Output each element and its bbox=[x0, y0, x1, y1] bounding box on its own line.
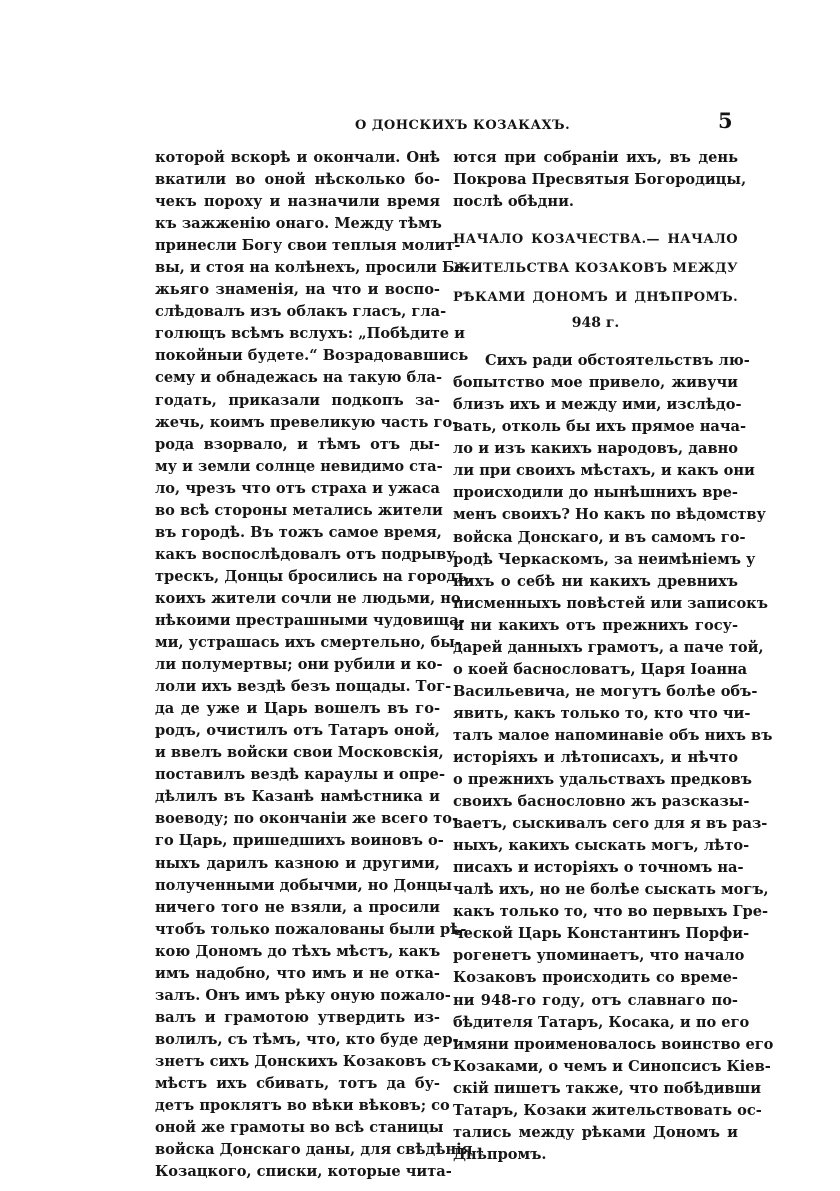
heading-line: ЖИТЕЛЬСТВА КОЗАКОВЪ МЕЖДУ bbox=[453, 261, 738, 277]
text-line: ваетъ, сыскивалъ сего для я въ раз- bbox=[453, 815, 768, 833]
running-title: О ДОНСКИХЪ КОЗАКАХЪ. bbox=[355, 118, 571, 133]
text-line: которой вскорѣ и окончали. Онѣ bbox=[155, 149, 440, 166]
text-line: и ни какихъ отъ прежнихъ госу- bbox=[453, 616, 738, 634]
left-column bbox=[155, 147, 473, 1183]
text-line: имяни проименовалось воинство его bbox=[453, 1035, 774, 1053]
text-line: ныхъ, какихъ сыскать могъ, лѣто- bbox=[453, 837, 750, 855]
section-heading bbox=[453, 225, 738, 312]
text-line: трескъ, Донцы бросились на городъ, bbox=[155, 567, 473, 585]
text-line: какъ только то, что во первыхъ Гре- bbox=[453, 903, 769, 921]
text-line: полученными добычми, но Донцы bbox=[155, 876, 453, 894]
text-line: Козацкого, списки, которые чита- bbox=[155, 1163, 452, 1181]
text-line: оной же грамоты во всѣ станицы bbox=[155, 1119, 444, 1137]
text-line: исторіяхъ и лѣтописахъ, и нѣчто bbox=[453, 748, 738, 766]
text-line: го Царь, пришедшихъ воиновъ о- bbox=[155, 832, 444, 850]
text-line: жечь, коимъ превеликую часть го- bbox=[155, 413, 459, 431]
text-line: скій пишетъ также, что побѣдивши bbox=[453, 1079, 762, 1097]
text-line: знетъ сихъ Донскихъ Козаковъ съ bbox=[155, 1052, 452, 1070]
text-line: Козаками, о чемъ и Синопсисъ Кіев- bbox=[453, 1057, 771, 1075]
text-line: ми, устрашась ихъ смертельно, бы- bbox=[155, 634, 461, 652]
text-line: Покрова Пресвятыя Богородицы, bbox=[453, 171, 747, 189]
text-line: лоли ихъ вездѣ безъ пощады. Тог- bbox=[155, 678, 452, 696]
text-line: своихъ баснословно жъ разсказы- bbox=[453, 793, 750, 811]
text-line: чалѣ ихъ, но не болѣе сыскать могъ, bbox=[453, 881, 769, 899]
text-line: ни 948-го году, отъ славнаго по- bbox=[453, 991, 738, 1009]
text-line: да де уже и Царь вошелъ въ го- bbox=[155, 700, 440, 718]
text-line: явить, какъ только то, кто что чи- bbox=[453, 704, 751, 722]
heading-line: НАЧАЛО КОЗАЧЕСТВА.— НАЧАЛО bbox=[453, 232, 738, 248]
text-line: писахъ и исторіяхъ о точномъ на- bbox=[453, 859, 744, 877]
text-line: покойныи будете.“ Возрадовавшись bbox=[155, 347, 469, 365]
text-line: бопытство мое привело, живучи bbox=[453, 374, 738, 392]
text-line: вкатили во оной нѣсколько бо- bbox=[155, 171, 440, 189]
body-paragraph bbox=[453, 350, 774, 1166]
text-line: бѣдителя Татаръ, Косака, и по его bbox=[453, 1013, 750, 1031]
text-line: менъ своихъ? Но какъ по вѣдомству bbox=[453, 506, 766, 524]
text-line: вы, и стоя на колѣнехъ, просили Бо- bbox=[155, 259, 471, 277]
section-year: 948 г. bbox=[571, 315, 620, 332]
text-line: происходили до нынѣшнихъ вре- bbox=[453, 484, 738, 502]
text-line: чтобъ только пожалованы были рѣ- bbox=[155, 920, 467, 938]
right-column bbox=[453, 147, 774, 1166]
text-line: войска Донскаго даны, для свѣдѣнія bbox=[155, 1141, 473, 1159]
text-line: родѣ Черкаскомъ, за неимѣніемъ у bbox=[453, 550, 756, 568]
text-line: Татаръ, Козаки жительствовать ос- bbox=[453, 1101, 762, 1119]
text-line: детъ проклятъ во вѣки вѣковъ; со bbox=[155, 1097, 450, 1115]
text-line: кою Дономъ до тѣхъ мѣстъ, какъ bbox=[155, 942, 441, 960]
text-line: му и земли солнце невидимо ста- bbox=[155, 457, 443, 475]
text-line: воеводу; по окончаніи же всего то- bbox=[155, 810, 459, 828]
text-line: къ зажженію онаго. Между тѣмъ bbox=[155, 215, 442, 233]
text-line: близъ ихъ и между ими, изслѣдо- bbox=[453, 396, 742, 414]
text-line: ли полумертвы; они рубили и ко- bbox=[155, 656, 443, 674]
text-line: ло, чрезъ что отъ страха и ужаса bbox=[155, 479, 440, 497]
text-line: ничего того не взяли, а просили bbox=[155, 898, 440, 916]
text-line: рода взорвало, и тѣмъ отъ ды- bbox=[155, 435, 440, 453]
text-line: талъ малое напоминавіе объ нихъ въ bbox=[453, 726, 773, 744]
text-line: поставилъ вездѣ караулы и опре- bbox=[155, 766, 446, 784]
text-line: слѣдовалъ изъ облакъ гласъ, гла- bbox=[155, 303, 447, 321]
text-line: нѣкоими престрашными чудовища- bbox=[155, 611, 465, 629]
text-line: какъ воспослѣдовалъ отъ подрыву bbox=[155, 545, 456, 563]
text-line: ются при собраніи ихъ, въ день bbox=[453, 149, 738, 166]
text-line: тались между рѣками Дономъ и bbox=[453, 1123, 738, 1141]
text-line: жьяго знаменія, на что и воспо- bbox=[155, 281, 440, 299]
text-line: коихъ жители сочли не людьми, но bbox=[155, 589, 461, 607]
text-line: принесли Богу свои теплыя молит- bbox=[155, 237, 461, 255]
text-line: нихъ о себѣ ни какихъ древнихъ bbox=[453, 572, 738, 590]
text-line: залъ. Онъ имъ рѣку оную пожало- bbox=[155, 986, 451, 1004]
text-line: сему и обнадежась на такую бла- bbox=[155, 369, 443, 387]
text-line: войска Донскаго, и въ самомъ го- bbox=[453, 528, 746, 546]
text-line: о прежнихъ удальствахъ предковъ bbox=[453, 771, 752, 789]
text-line: ныхъ дарилъ казною и другими, bbox=[155, 854, 440, 872]
text-line: дарей данныхъ грамотъ, а паче той, bbox=[453, 638, 764, 656]
text-line: въ городѣ. Въ тожъ самое время, bbox=[155, 523, 442, 541]
text-line: о коей баснословатъ, Царя Іоанна bbox=[453, 660, 748, 678]
text-line: и ввелъ войски свои Московскія, bbox=[155, 744, 444, 762]
text-line: годать, приказали подкопъ за- bbox=[155, 391, 440, 409]
text-line: ло и изъ какихъ народовъ, давно bbox=[453, 440, 738, 458]
text-line: Козаковъ происходить со време- bbox=[453, 969, 738, 987]
text-line: мѣстъ ихъ сбивать, тотъ да бу- bbox=[155, 1074, 440, 1092]
text-line: родъ, очистилъ отъ Татаръ оной, bbox=[155, 722, 440, 740]
text-line: волилъ, съ тѣмъ, что, кто буде дер- bbox=[155, 1030, 459, 1048]
page-header bbox=[0, 108, 840, 142]
page-number: 5 bbox=[718, 108, 733, 133]
text-line: вать, отколь бы ихъ прямое нача- bbox=[453, 418, 747, 436]
intro-paragraph bbox=[453, 147, 747, 213]
heading-line: РѢКАМИ ДОНОМЪ И ДНѢПРОМЪ. bbox=[453, 290, 738, 306]
text-line: дѣлилъ въ Казанѣ намѣстника и bbox=[155, 788, 440, 806]
text-line: писменныхъ повѣстей или записокъ bbox=[453, 594, 768, 612]
text-line: рогенетъ упоминаетъ, что начало bbox=[453, 947, 745, 965]
text-line: Сихъ ради обстоятельствъ лю- bbox=[485, 352, 750, 370]
text-line: имъ надобно, что имъ и не отка- bbox=[155, 964, 440, 982]
text-line: во всѣ стороны метались жители bbox=[155, 501, 443, 519]
text-line: голющъ всѣмъ вслухъ: „Побѣдите и bbox=[155, 325, 465, 343]
text-line: Днѣпромъ. bbox=[453, 1145, 547, 1163]
text-line: Васильевича, не могутъ болѣе объ- bbox=[453, 682, 758, 700]
text-line: послѣ обѣдни. bbox=[453, 193, 574, 211]
text-line: ческой Царь Константинъ Порфи- bbox=[453, 925, 750, 943]
text-line: чекъ пороху и назначили время bbox=[155, 193, 440, 211]
text-line: валъ и грамотою утвердить из- bbox=[155, 1008, 440, 1026]
text-line: ли при своихъ мѣстахъ, и какъ они bbox=[453, 462, 755, 480]
